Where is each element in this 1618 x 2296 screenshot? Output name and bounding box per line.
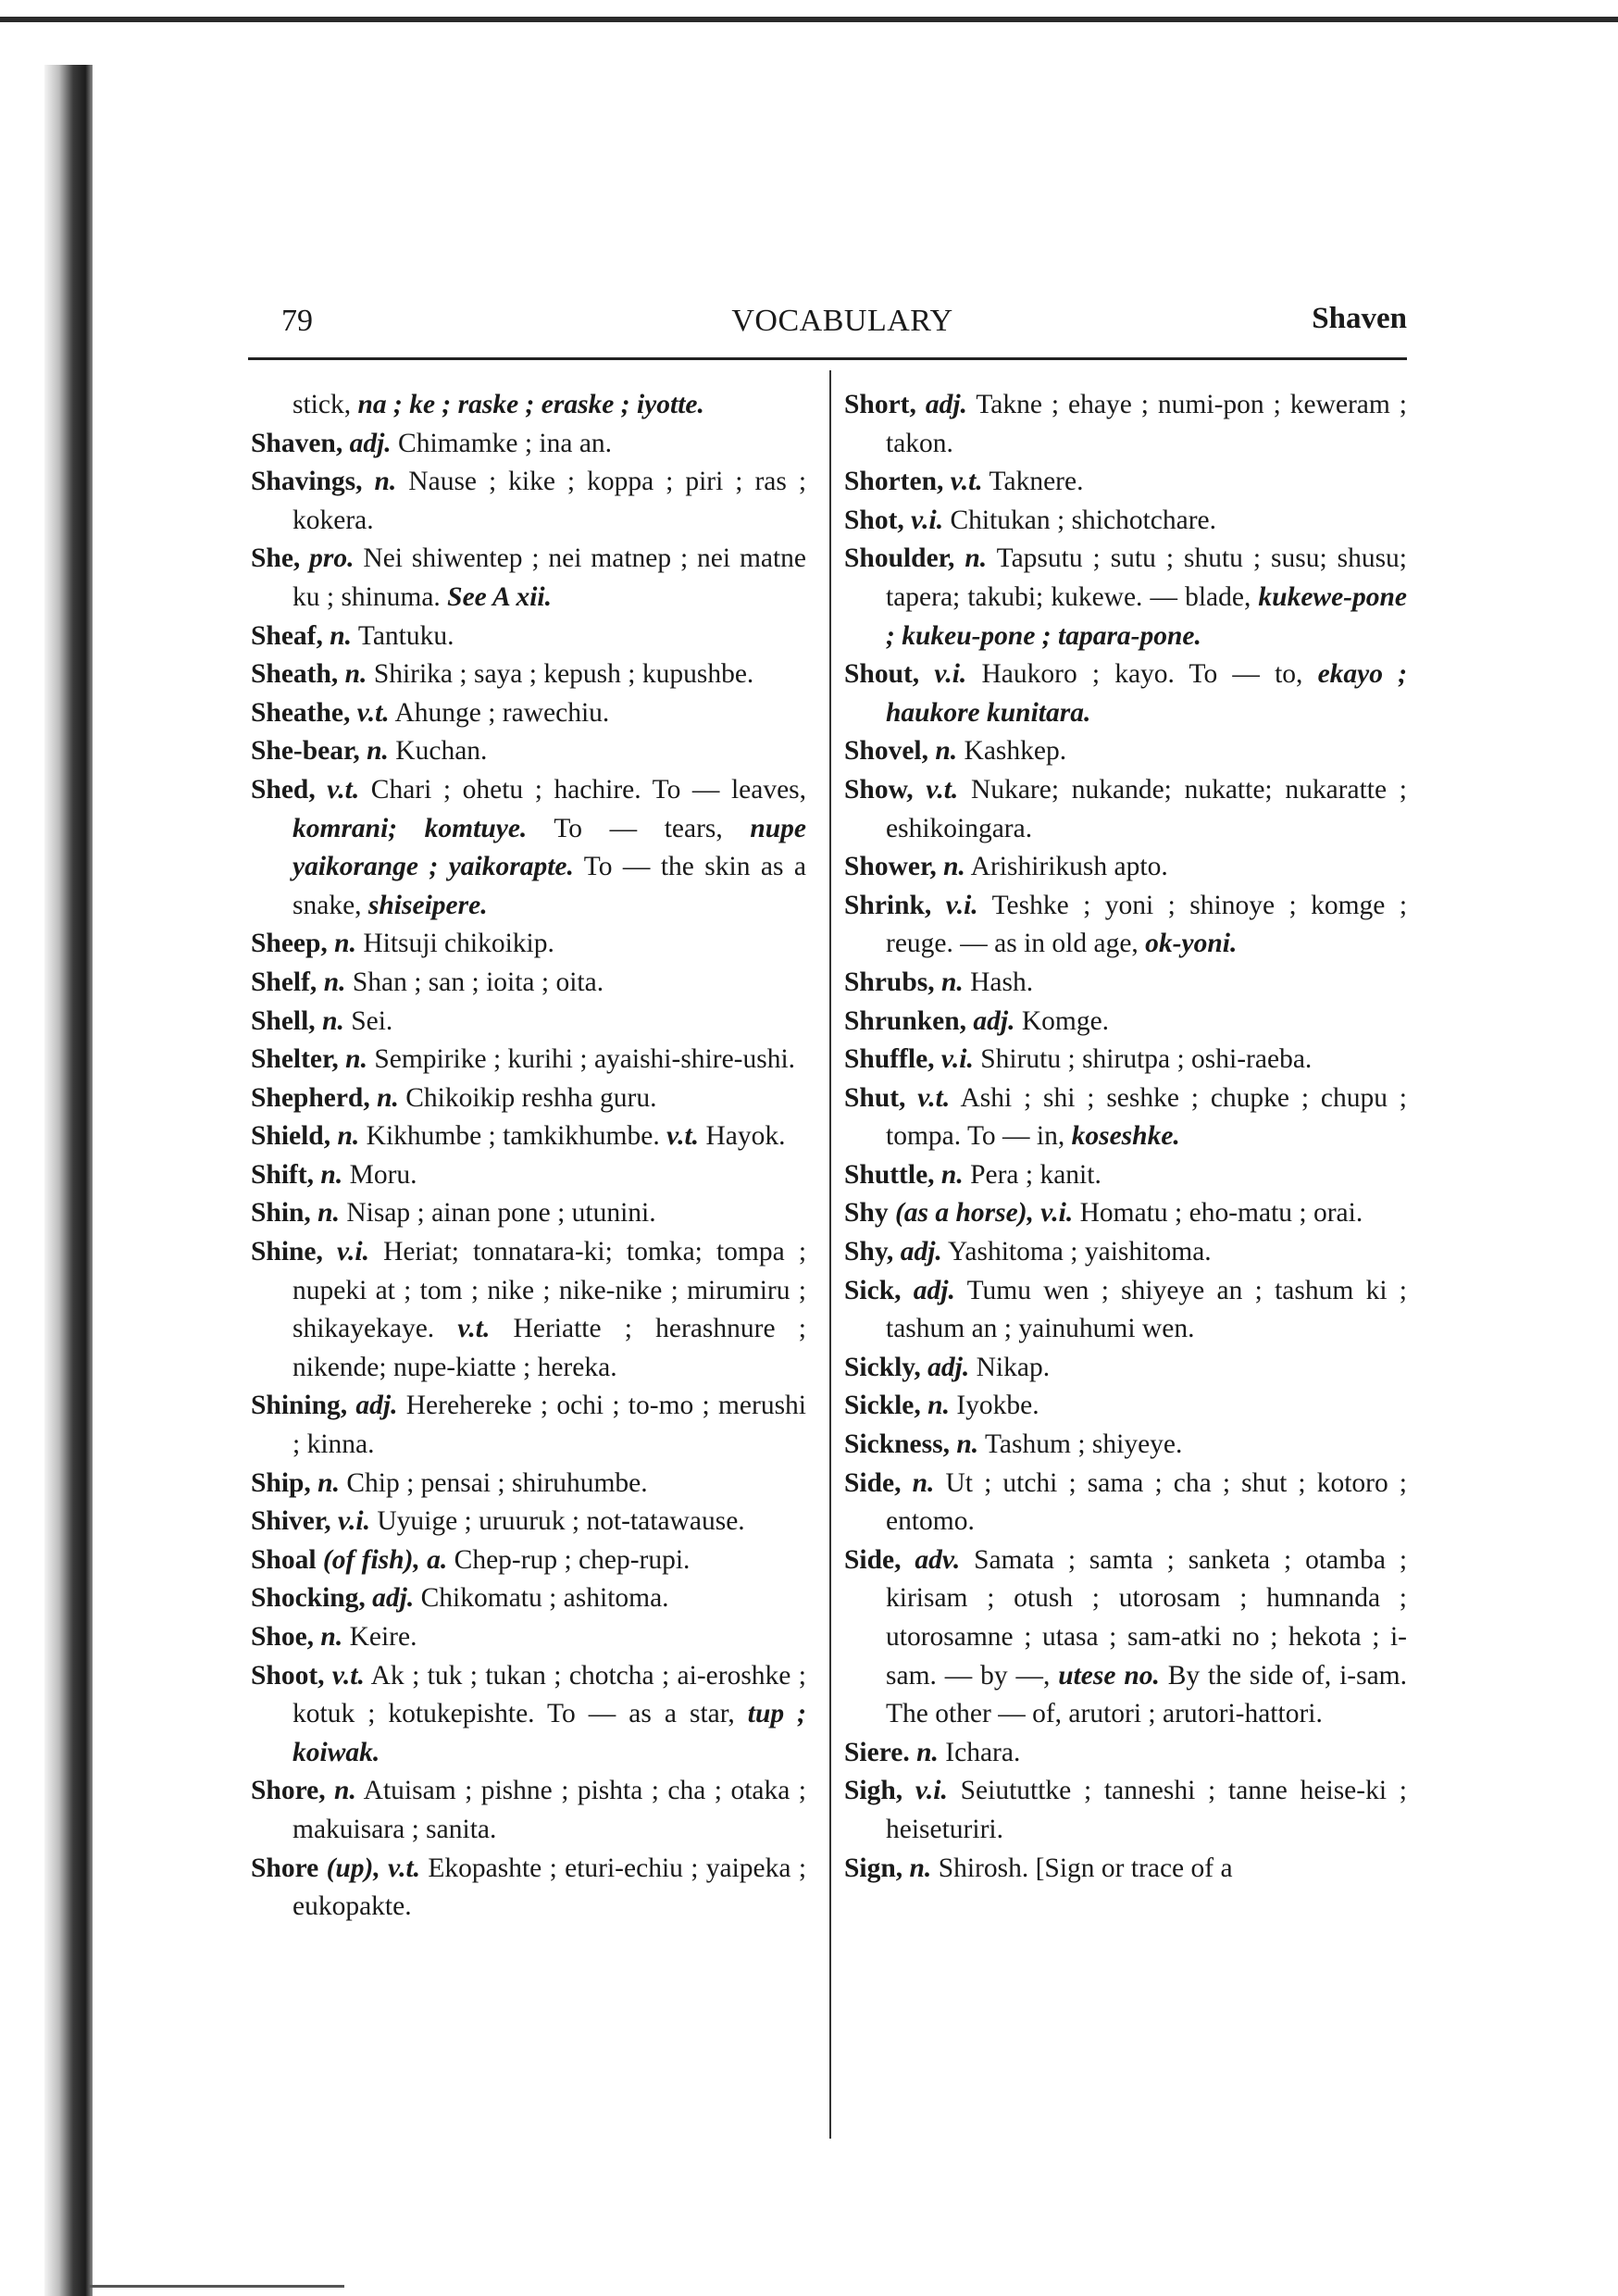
entry-part-of-speech: n. [912,1467,935,1498]
entry-headword: Shocking, [251,1583,366,1614]
entry-part-of-speech: adj. [355,1391,398,1421]
entry-part-of-speech: n. [344,659,367,690]
dictionary-entry [251,386,806,425]
entry-headword: Shore [251,1853,319,1883]
entry-headword: Sigh, [844,1776,903,1806]
entry-part-of-speech: adj. [372,1583,415,1614]
page-number: 79 [281,304,313,338]
book-binding-edge [44,65,93,2296]
entry-headword: Shelf, [251,967,317,997]
entry-definition: Chikomatu ; ashitoma. [420,1583,669,1614]
entry-part-of-speech: (up), v.t. [326,1853,421,1883]
dictionary-entry [844,1734,1407,1773]
dictionary-entry [251,1387,806,1464]
entry-definition: Hash. [970,967,1034,997]
entry-definition: Chimamke ; ina an. [398,428,613,458]
entry-definition: Hitsuji chikoikip. [363,929,554,959]
entry-part-of-speech: n. [334,1776,356,1806]
entry-part-of-speech: v.i. [337,1237,369,1267]
entry-definition: Komge. [1021,1005,1110,1036]
entry-part-of-speech: n. [367,736,389,767]
dictionary-entry [251,425,806,464]
entry-headword: Shy, [844,1237,894,1267]
entry-headword: Ship, [251,1467,311,1498]
entry-headword: Shavings, [251,467,363,497]
header-rule [248,357,1407,360]
entry-definition: Nisap ; ainan pone ; utunini. [346,1198,656,1229]
entry-headword: Shore, [251,1776,326,1806]
dictionary-entry [844,771,1407,848]
dictionary-entry [251,1194,806,1233]
entry-definition: Sei. [351,1005,393,1036]
dictionary-entry [251,1465,806,1504]
entry-definition: Tashum ; shiyeye. [984,1429,1183,1460]
entry-headword: Sick, [844,1275,902,1305]
entry-definition: Homatu ; eho-matu ; orai. [1079,1198,1363,1229]
entry-headword: Shrubs, [844,967,935,997]
entry-headword: Short, [844,390,916,419]
dictionary-entry [844,1003,1407,1042]
entry-definition: Nause ; kike ; koppa ; piri ; ras ; kokera. [292,467,807,535]
entry-headword: Shoal [251,1544,317,1575]
entry-part-of-speech: v.i. [934,659,967,690]
entry-part-of-speech: v.i. [338,1506,370,1537]
entry-definition: Yashitoma ; yaishitoma. [948,1237,1212,1267]
entry-part-of-speech: adj. [913,1275,955,1305]
entry-part-of-speech: v.i. [911,505,944,535]
entry-part-of-speech: v.t. [356,697,390,728]
entry-definition: Tapsutu ; sutu ; shutu ; susu; shusu; tapera; takubi; kukewe. — blade, kukewe-pone ; kukeu-pone ; tapara-pone. [886,543,1408,651]
entry-headword: Shrink, [844,890,932,920]
scan-top-edge [0,17,1618,22]
entry-part-of-speech: (as a horse), v.i. [894,1198,1074,1229]
entry-part-of-speech: n. [916,1737,939,1767]
entry-part-of-speech: v.t. [950,467,983,497]
entry-definition: Shirosh. [Sign or trace of a [938,1853,1233,1883]
entry-definition: Ashi ; shi ; seshke ; chupke ; chupu ; tompa. To — in, koseshke. [886,1082,1408,1152]
entry-part-of-speech: n. [374,467,397,497]
dictionary-entry [844,887,1407,964]
entry-part-of-speech: adj. [973,1005,1015,1036]
entry-part-of-speech: n. [345,1044,367,1075]
entry-headword: Shelter, [251,1044,339,1075]
entry-part-of-speech: n. [322,1005,344,1036]
entry-headword: Sickness, [844,1429,950,1460]
entry-headword: Shield, [251,1121,331,1152]
page-header [278,298,1407,344]
entry-headword: Shorten, [844,467,944,497]
dictionary-entry [844,1233,1407,1272]
entry-definition: Tantuku. [357,620,454,651]
entry-part-of-speech: n. [377,1082,399,1113]
dictionary-entry [251,540,806,617]
entry-part-of-speech: n. [909,1853,932,1883]
dictionary-entry [251,1618,806,1657]
dictionary-entry [844,502,1407,541]
entry-headword: Shepherd, [251,1082,370,1113]
dictionary-entry [251,655,806,694]
dictionary-entry [844,1041,1407,1079]
entry-definition: Herehereke ; ochi ; to-mo ; merushi ; kinna. [292,1391,807,1460]
entry-part-of-speech: n. [320,1622,343,1652]
entry-definition: Nukare; nukande; nukatte; nukaratte ; eshikoingara. [886,774,1407,843]
dictionary-entry [844,1079,1407,1156]
entry-definition: Ut ; utchi ; sama ; cha ; shut ; kotoro ; entomo. [886,1467,1408,1537]
entry-definition: Sempirike ; kurihi ; ayaishi-shire-ushi. [374,1044,796,1075]
entry-part-of-speech: n. [940,1159,964,1190]
entry-definition: Chikoikip reshha guru. [405,1082,657,1113]
entry-definition: Chep-rup ; chep-rupi. [454,1544,691,1575]
dictionary-entry [844,540,1407,655]
dictionary-entry [251,964,806,1003]
entry-definition: Tumu wen ; shiyeye an ; tashum ki ; tashum an ; yainuhumi wen. [886,1275,1407,1344]
entry-headword: Shut, [844,1082,906,1113]
entry-part-of-speech: n. [956,1429,979,1460]
dictionary-entry [251,1117,806,1156]
dictionary-entry [251,771,806,925]
entry-part-of-speech: n. [965,543,988,574]
entry-definition: Kuchan. [395,736,488,767]
entry-headword: Siere. [844,1737,910,1767]
entry-definition: Chari ; ohetu ; hachire. To — leaves, komrani; komtuye. To — tears, nupe yaikorange ; yaikorapte. To — the skin as a snake, shiseipere. [292,774,807,920]
entry-definition: Shirika ; saya ; kepush ; kupushbe. [373,659,754,690]
entry-headword: Shovel, [844,736,928,767]
dictionary-entry [844,848,1407,887]
entry-definition: Moru. [349,1159,417,1190]
dictionary-entry [844,1850,1407,1889]
entry-headword: Shaven, [251,428,343,458]
dictionary-entry [251,925,806,964]
dictionary-entry [844,1772,1407,1849]
entry-part-of-speech: n. [940,967,964,997]
entry-part-of-speech: n. [334,929,356,959]
entry-headword: Sheep, [251,929,328,959]
dictionary-entry [251,694,806,733]
entry-headword: Shine, [251,1237,323,1267]
entry-headword: Sickly, [844,1352,921,1382]
entry-headword: Shout, [844,659,920,690]
entry-definition: Haukoro ; kayo. To — to, ekayo ; haukore kunitara. [886,659,1408,728]
entry-headword: Shift, [251,1159,315,1190]
entry-part-of-speech: n. [323,967,346,997]
dictionary-entry [844,1426,1407,1465]
left-column [251,386,806,1927]
entry-part-of-speech: v.i. [945,890,978,920]
dictionary-entry [844,1541,1407,1734]
dictionary-entry [251,1003,806,1042]
entry-part-of-speech: adj. [900,1237,942,1267]
entry-definition: Kikhumbe ; tamkikhumbe. v.t. Hayok. [366,1121,786,1152]
dictionary-entry [251,1541,806,1580]
dictionary-entry [844,655,1407,732]
entry-definition: Samata ; samta ; sanketa ; otamba ; kirisam ; otush ; utorosam ; humnanda ; utorosamne ; utasa ; sam-atki no ; hekota ; i-sam. — by —, utese no. By the side of, i-sam. The other — of, arutori ; arutori-hattori. [886,1544,1408,1729]
entry-part-of-speech: n. [330,620,353,651]
entry-part-of-speech: n. [337,1121,360,1152]
entry-headword: Sheath, [251,659,339,690]
dictionary-entry [251,1041,806,1079]
dictionary-entry [251,732,806,771]
entry-definition: Ak ; tuk ; tukan ; chotcha ; ai-eroshke ; kotuk ; kotukepishte. To — as a star, tup ; koiwak. [292,1660,806,1767]
entry-part-of-speech: n. [317,1198,340,1229]
entry-definition: Kashkep. [964,736,1067,767]
entry-part-of-speech: v.i. [940,1044,974,1075]
entry-definition: Shan ; san ; ioita ; oita. [352,967,604,997]
entry-headword: Shower, [844,852,937,882]
dictionary-entry [844,964,1407,1003]
guide-word: Shaven [1312,302,1407,335]
dictionary-entry [844,1156,1407,1195]
right-column [844,386,1407,1888]
entry-headword: She, [251,543,301,574]
dictionary-entry [251,1579,806,1618]
entry-part-of-speech: v.t. [331,1660,365,1691]
entry-headword: Sheathe, [251,697,351,728]
entry-definition: Heriat; tonnatara-ki; tomka; tompa ; nupeki at ; tom ; nike ; nike-nike ; mirumiru ; shikayekaye. v.t. Heriatte ; herashnure ; nikende; nupe-kiatte ; hereka. [292,1237,807,1382]
entry-headword: Shrunken, [844,1005,967,1036]
entry-part-of-speech: n. [943,852,965,882]
entry-part-of-speech: n. [317,1467,340,1498]
dictionary-entry [844,463,1407,502]
dictionary-entry [844,1387,1407,1426]
entry-definition: Shirutu ; shirutpa ; oshi-raeba. [980,1044,1313,1075]
entry-headword: Shot, [844,505,904,535]
entry-headword: Shed, [251,774,316,805]
entry-headword: Side, [844,1544,902,1575]
entry-definition: Iyokbe. [956,1391,1039,1421]
dictionary-entry [251,1772,806,1849]
entry-definition: Chitukan ; shichotchare. [950,505,1217,535]
dictionary-entry [844,386,1407,463]
dictionary-entry [251,1079,806,1118]
dictionary-entry [251,1156,806,1195]
running-title: VOCABULARY [731,304,953,338]
entry-definition: Uyuige ; uruuruk ; not-tatawause. [377,1506,745,1537]
dictionary-entry [844,1194,1407,1233]
entry-headword: Sickle, [844,1391,921,1421]
entry-part-of-speech: (of fish), a. [322,1544,448,1575]
entry-definition: Ichara. [945,1737,1021,1767]
entry-headword: Shin, [251,1198,311,1229]
entry-part-of-speech: n. [927,1391,950,1421]
entry-definition: Teshke ; yoni ; shinoye ; komge ; reuge. — as in old age, ok-yoni. [886,890,1408,959]
entry-headword: Shoot, [251,1660,325,1691]
column-divider [829,370,831,2139]
entry-part-of-speech: n. [320,1159,343,1190]
entry-headword: Sheaf, [251,620,323,651]
dictionary-entry [844,732,1407,771]
scan-bottom-edge [89,2285,344,2288]
dictionary-entry [251,1657,806,1773]
entry-definition: Chip ; pensai ; shiruhumbe. [346,1467,648,1498]
entry-part-of-speech: adj. [349,428,392,458]
dictionary-entry [251,463,806,540]
entry-definition: Seiututtke ; tanneshi ; tanne heise-ki ; heiseturiri. [886,1776,1407,1844]
entry-part-of-speech: pro. [309,543,355,574]
entry-part-of-speech: v.t. [917,1082,951,1113]
entry-headword: Shining, [251,1391,348,1421]
entry-part-of-speech: v.i. [915,1776,948,1806]
dictionary-entry [251,1233,806,1387]
entry-part-of-speech: v.t. [926,774,959,805]
dictionary-entry [844,1465,1407,1541]
dictionary-entry [844,1349,1407,1388]
entry-definition: Nikap. [976,1352,1051,1382]
entry-definition: Arishirikush apto. [970,852,1168,882]
entry-headword: Shiver, [251,1506,331,1537]
entry-headword: Side, [844,1467,902,1498]
entry-part-of-speech: adj. [925,390,967,419]
entry-part-of-speech: adv. [915,1544,961,1575]
entry-headword: Shuffle, [844,1044,935,1075]
entry-definition: stick, na ; ke ; raske ; eraske ; iyotte. [292,390,704,419]
entry-headword: Shuttle, [844,1159,935,1190]
dictionary-entry [251,618,806,656]
entry-part-of-speech: n. [935,736,958,767]
entry-definition: Taknere. [989,467,1084,497]
entry-headword: Shoe, [251,1622,315,1652]
entry-definition: Nei shiwentep ; nei matnep ; nei matne ku ; shinuma. See A xii. [292,543,807,612]
entry-headword: She-bear, [251,736,360,767]
entry-headword: Sign, [844,1853,903,1883]
entry-definition: Keire. [349,1622,417,1652]
entry-definition: Takne ; ehaye ; numi-pon ; keweram ; takon. [886,390,1407,458]
entry-definition: Atuisam ; pishne ; pishta ; cha ; otaka ; makuisara ; sanita. [292,1776,806,1844]
entry-part-of-speech: v.t. [327,774,360,805]
entry-headword: Shy [844,1198,889,1229]
entry-definition: Ahunge ; rawechiu. [394,697,610,728]
entry-headword: Shell, [251,1005,316,1036]
entry-part-of-speech: adj. [927,1352,970,1382]
dictionary-entry [844,1272,1407,1349]
dictionary-entry [251,1503,806,1541]
entry-definition: Ekopashte ; eturi-echiu ; yaipeka ; eukopakte. [292,1853,807,1922]
entry-headword: Show, [844,774,914,805]
entry-headword: Shoulder, [844,543,955,574]
entry-definition: Pera ; kanit. [970,1159,1101,1190]
dictionary-entry [251,1850,806,1927]
